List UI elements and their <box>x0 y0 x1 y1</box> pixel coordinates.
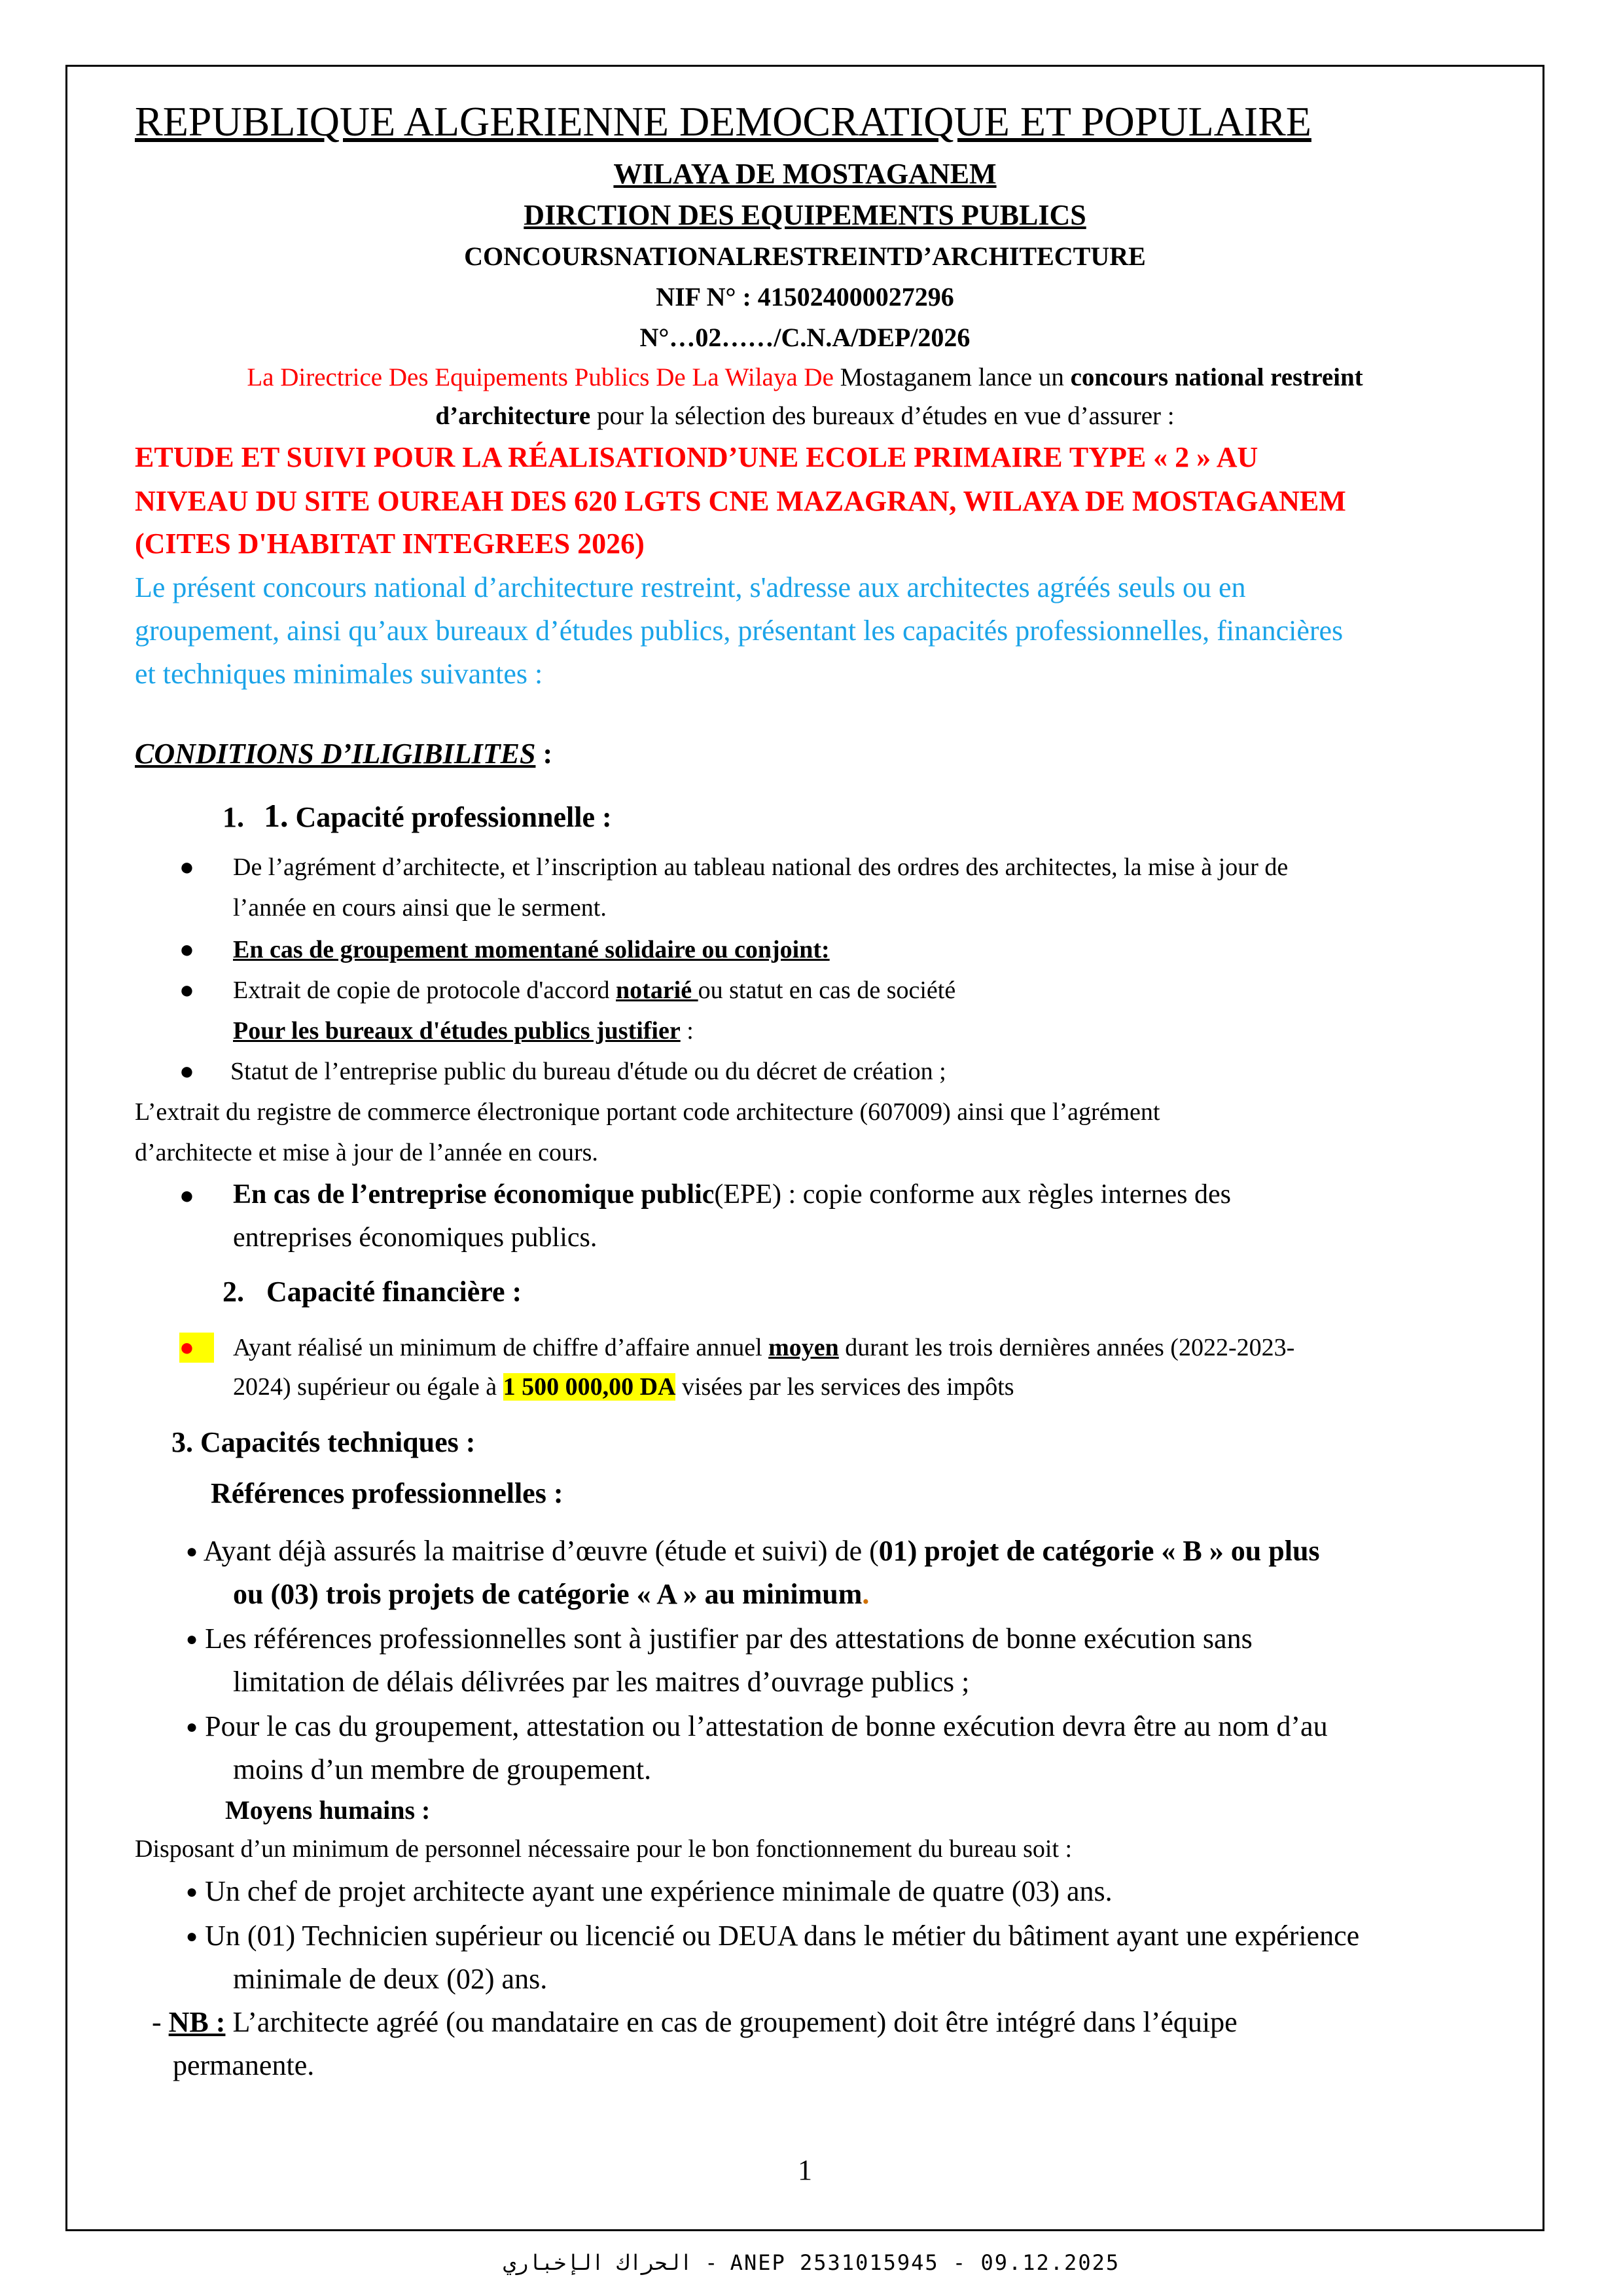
section1-title: Capacité professionnelle : <box>288 801 612 833</box>
s3-bullet3-line2: moins d’un membre de groupement. <box>233 1753 652 1785</box>
republique-title: REPUBLIQUE ALGERIENNE DEMOCRATIQUE ET POPULAIRE <box>135 98 1311 145</box>
concours-title: CONCOURSNATIONALRESTREINTD’ARCHITECTURE <box>464 242 1146 271</box>
nb-label: NB : <box>168 2006 226 2038</box>
s2-line2 <box>233 1371 1014 1403</box>
bullet-icon: ● <box>179 1058 194 1085</box>
intro-normal-text: Mostaganem lance un <box>833 363 1071 391</box>
intro-line-2 <box>65 401 1544 432</box>
conditions-heading-text: CONDITIONS D’ILIGIBILITES <box>135 738 536 770</box>
m1-text: Un chef de projet architecte ayant une expérience minimale de quatre (03) ans. <box>205 1875 1113 1907</box>
s1-bullet3-notarie: notarié <box>616 977 698 1004</box>
s2-line1-c: durant les trois dernières années (2022-2023- <box>838 1334 1295 1361</box>
s3-b1-dot: . <box>862 1578 870 1610</box>
s1-bureaux-label <box>233 1014 694 1047</box>
project-title-line-1: ETUDE ET SUIVI POUR LA RÉALISATIOND’UNE ECOLE PRIMAIRE TYPE « 2 » AU <box>135 441 1258 473</box>
s2-amount: 1 500 000,00 DA <box>503 1373 676 1401</box>
intro-red-text: La Directrice Des Equipements Publics De La Wilaya De <box>247 363 834 391</box>
section3-title: 3. Capacités techniques : <box>171 1426 476 1458</box>
s2-line2-c: visées par les services des impôts <box>675 1373 1014 1401</box>
s1-bullet2: En cas de groupement momentané solidaire ou conjoint: <box>233 936 830 963</box>
highlighted-bullet-icon: ● <box>179 1333 214 1363</box>
footer-text: الحراك الإخباري - ANEP 2531015945 - 09.12.2025 <box>503 2250 1120 2275</box>
s3-b1-line2: ou (03) trois projets de catégorie « A » au minimum <box>233 1578 863 1610</box>
bullet-icon: ● <box>186 1628 198 1650</box>
s1-bullet3-a: Extrait de copie de protocole d'accord <box>233 977 616 1004</box>
section2-number: 2. <box>223 1276 244 1308</box>
s1-bureaux-colon: : <box>680 1017 694 1045</box>
page-number: 1 <box>798 2154 812 2186</box>
wilaya-title: WILAYA DE MOSTAGANEM <box>613 158 997 190</box>
section1-heading <box>223 798 612 834</box>
project-title-line-2: NIVEAU DU SITE OUREAH DES 620 LGTS CNE MAZAGRAN, WILAYA DE MOSTAGANEM <box>135 485 1346 517</box>
section3-refs-title: Références professionnelles : <box>211 1477 563 1509</box>
m2-text-line1: Un (01) Technicien supérieur ou licencié ou DEUA dans le métier du bâtiment ayant une expérience <box>205 1920 1360 1952</box>
m1-line <box>186 1874 1113 1909</box>
s2-line1-a: Ayant réalisé un minimum de chiffre d’affaire annuel <box>233 1334 769 1361</box>
section1-number: 1. <box>264 797 289 834</box>
s3-bullet2-line2: limitation de délais délivrées par les maitres d’ouvrage publics ; <box>233 1666 970 1698</box>
s1-bullet1-line2: l’année en cours ainsi que le serment. <box>233 894 607 922</box>
conditions-heading <box>135 737 552 771</box>
s3-b2-line1: Les références professionnelles sont à justifier par des attestations de bonne exécution sans <box>205 1623 1253 1655</box>
s3-b1-a: Ayant déjà assurés la maitrise d’œuvre (étude et suivi) de ( <box>203 1535 879 1567</box>
s1-epe-bold: En cas de l’entreprise économique public <box>233 1179 715 1210</box>
direction-title: DIRCTION DES EQUIPEMENTS PUBLICS <box>524 199 1086 231</box>
bullet-icon: ● <box>179 853 194 881</box>
project-title-line-3: (CITES D'HABITAT INTEGREES 2026) <box>135 528 645 560</box>
s1-bullet3-c: ou statut en cas de société <box>698 977 956 1004</box>
nb-line2: permanente. <box>173 2049 315 2081</box>
s1-epe-rest: (EPE) : copie conforme aux règles internes des <box>714 1179 1231 1210</box>
s1-bullet1-line1: De l’agrément d’architecte, et l’inscription au tableau national des ordres des architectes, la mise à jour de <box>233 853 1289 881</box>
intro-line2-text: pour la sélection des bureaux d’études en vue d’assurer : <box>590 402 1175 430</box>
s1-epe-line2: entreprises économiques publics. <box>233 1223 597 1253</box>
intro-line-1 <box>65 362 1544 393</box>
section2-heading <box>223 1275 522 1309</box>
nif-line: NIF N° : 415024000027296 <box>656 282 954 312</box>
s2-line1-moyen: moyen <box>768 1334 839 1361</box>
bullet-icon: ● <box>186 1541 198 1562</box>
s1-extrait-line2: d’architecte et mise à jour de l’année en cours. <box>135 1139 598 1166</box>
s1-epe-line1 <box>233 1178 1231 1211</box>
description-line-1: Le présent concours national d’architecture restreint, s'adresse aux architectes agréés seuls ou en <box>135 571 1246 603</box>
s1-bullet4: Statut de l’entreprise public du bureau d'étude ou du décret de création ; <box>230 1058 946 1085</box>
nb-line1 <box>152 2005 1238 2039</box>
s1-extrait-line1: L’extrait du registre de commerce électronique portant code architecture (607009) ainsi que l’agrément <box>135 1098 1160 1126</box>
s2-line1 <box>233 1331 1294 1364</box>
s3-b1-b: 01) projet de catégorie « B » ou plus <box>878 1535 1320 1567</box>
disposant-line: Disposant d’un minimum de personnel nécessaire pour le bon fonctionnement du bureau soit : <box>135 1835 1073 1863</box>
intro-bold-architecture: d’architecture <box>435 402 591 430</box>
bullet-icon: ● <box>179 977 194 1004</box>
bullet-icon: ● <box>179 1182 194 1210</box>
s3-b3-line1: Pour le cas du groupement, attestation ou l’attestation de bonne exécution devra être au nom d’au <box>205 1710 1328 1742</box>
conditions-heading-colon: : <box>535 738 553 770</box>
numero-line: N°…02……/C.N.A/DEP/2026 <box>639 323 971 352</box>
s1-bureaux-text: Pour les bureaux d'études publics justifier <box>233 1017 681 1045</box>
section1-list-number: 1. <box>223 801 244 833</box>
s1-bullet3 <box>233 974 955 1007</box>
bullet-icon: ● <box>186 1716 198 1738</box>
section2-title: Capacité financière : <box>266 1276 522 1308</box>
intro-bold-text: concours national restreint <box>1070 363 1363 391</box>
s3-bullet1-line2 <box>233 1577 869 1611</box>
s2-line2-a: 2024) supérieur ou égale à <box>233 1373 503 1401</box>
s3-bullet1-line1 <box>186 1534 1320 1569</box>
m2-line1 <box>186 1919 1359 1954</box>
moyens-humains-title: Moyens humains : <box>225 1795 431 1825</box>
nb-dash: - <box>152 2006 169 2038</box>
description-line-2: groupement, ainsi qu’aux bureaux d’études publics, présentant les capacités professionnelles, financières <box>135 615 1344 647</box>
nb-text: L’architecte agréé (ou mandataire en cas de groupement) doit être intégré dans l’équipe <box>225 2006 1238 2038</box>
s3-bullet3-line1 <box>186 1710 1328 1744</box>
bullet-icon: ● <box>186 1881 198 1903</box>
s3-bullet2-line1 <box>186 1622 1253 1657</box>
bullet-icon: ● <box>179 936 194 963</box>
bullet-icon: ● <box>186 1926 198 1947</box>
description-line-3: et techniques minimales suivantes : <box>135 658 543 690</box>
m2-line2: minimale de deux (02) ans. <box>233 1963 548 1995</box>
